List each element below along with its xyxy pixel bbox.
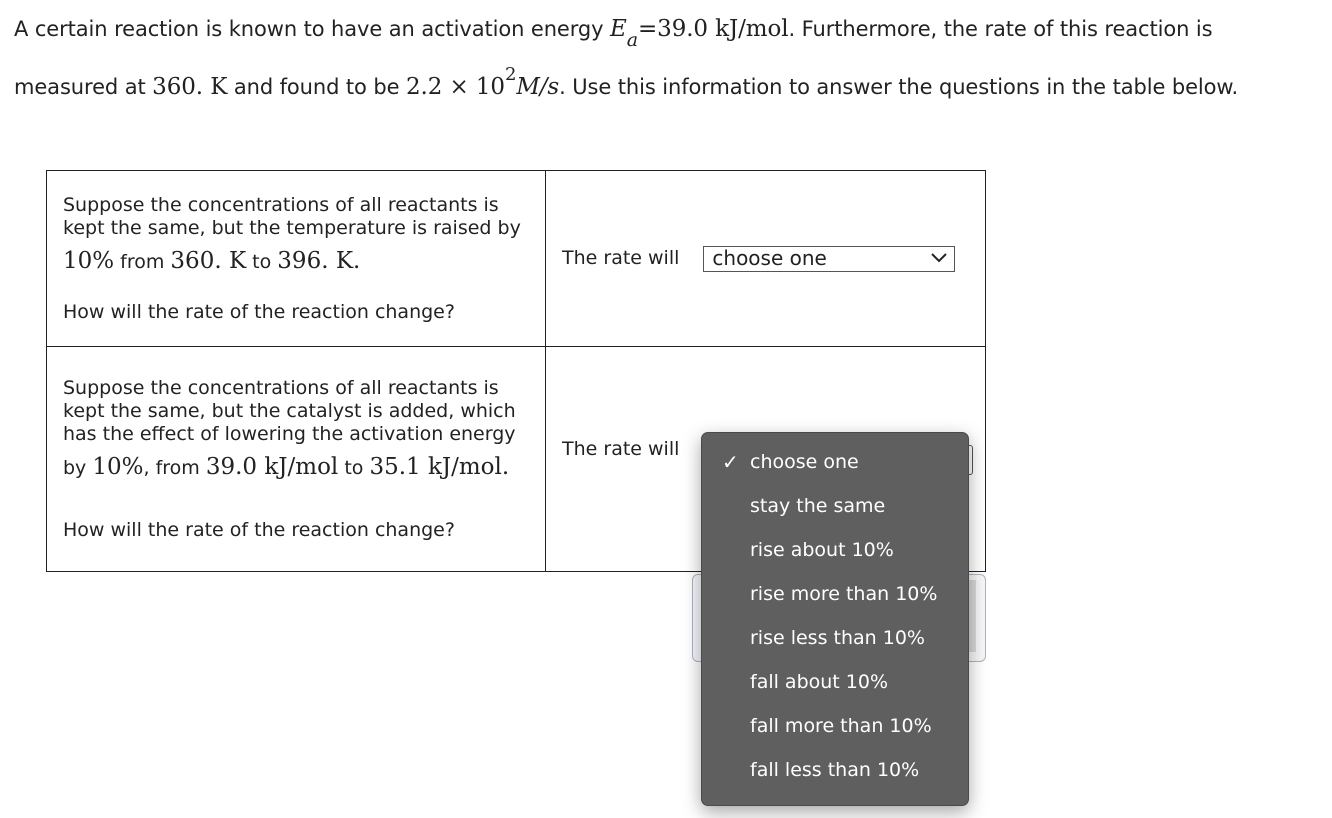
option-label: choose one [750,451,859,473]
from-value: 39.0 kJ/mol [205,453,339,480]
dropdown-option[interactable] [702,704,968,748]
change-percent: 10% [63,247,115,274]
connector-text: to [338,456,370,479]
question-cell [47,347,546,572]
dropdown-option[interactable] [702,748,968,792]
from-value: 360. K [170,247,247,274]
intro-line-2 [14,58,1324,116]
connector-text: from [114,250,171,273]
connector-text: , from [143,456,206,479]
option-label: rise about 10% [750,539,894,561]
ea-subscript: a [626,29,638,51]
dropdown-option[interactable] [702,660,968,704]
dropdown-option[interactable] [702,572,968,616]
temperature-value: 360. K [152,74,228,100]
question-ask: How will the rate of the reaction change? [63,300,455,323]
rate-dropdown-menu[interactable] [701,432,969,806]
option-label: fall less than 10% [750,759,920,781]
problem-statement [14,0,1324,116]
rate-label: The rate will [562,437,680,460]
option-label: fall about 10% [750,671,889,693]
option-label: rise less than 10% [750,627,925,649]
rate-unit: M/s [516,74,560,100]
rate-answer [562,246,985,272]
option-label: rise more than 10% [750,583,938,605]
ea-symbol: E [610,16,627,42]
dropdown-option[interactable] [702,440,968,484]
question-math [63,246,529,277]
check-icon: ✓ [722,450,739,474]
intro-text: and found to be [227,75,406,99]
question-text: Suppose the concentrations of all reactants is kept the same, but the temperature is raised by [63,193,521,239]
rate-label: The rate will [562,247,680,269]
question-cell [47,171,546,347]
connector-text: to [246,250,278,273]
dropdown-option[interactable] [702,484,968,528]
ea-value: =39.0 kJ/mol [637,16,789,42]
dropdown-option[interactable] [702,528,968,572]
change-percent: 10% [92,453,144,480]
rate-coefficient: 2.2 × 10 [406,74,505,100]
question-ask: How will the rate of the reaction change? [63,518,455,541]
intro-text: A certain reaction is known to have an activation energy [14,17,611,41]
connector-text: by [63,456,93,479]
rate-exponent: 2 [504,64,517,85]
to-value: 35.1 kJ/mol. [369,453,510,480]
to-value: 396. K. [277,247,361,274]
intro-text: . Furthermore, the rate of this reaction is [788,17,1213,41]
table-row [47,171,986,347]
question-text: Suppose the concentrations of all reactants is kept the same, but the catalyst is added, which has the effect of lowering the activation energy [63,376,516,445]
option-label: stay the same [750,495,886,517]
intro-text: measured at [14,75,153,99]
intro-line-1 [14,0,1324,58]
answer-cell [546,171,986,347]
dropdown-option[interactable] [702,616,968,660]
select-value: choose one [712,246,827,270]
option-label: fall more than 10% [750,715,932,737]
chevron-down-icon [930,247,948,270]
question-math [63,452,529,483]
rate-select-1[interactable] [703,246,955,272]
intro-text: . Use this information to answer the questions in the table below. [559,75,1239,99]
